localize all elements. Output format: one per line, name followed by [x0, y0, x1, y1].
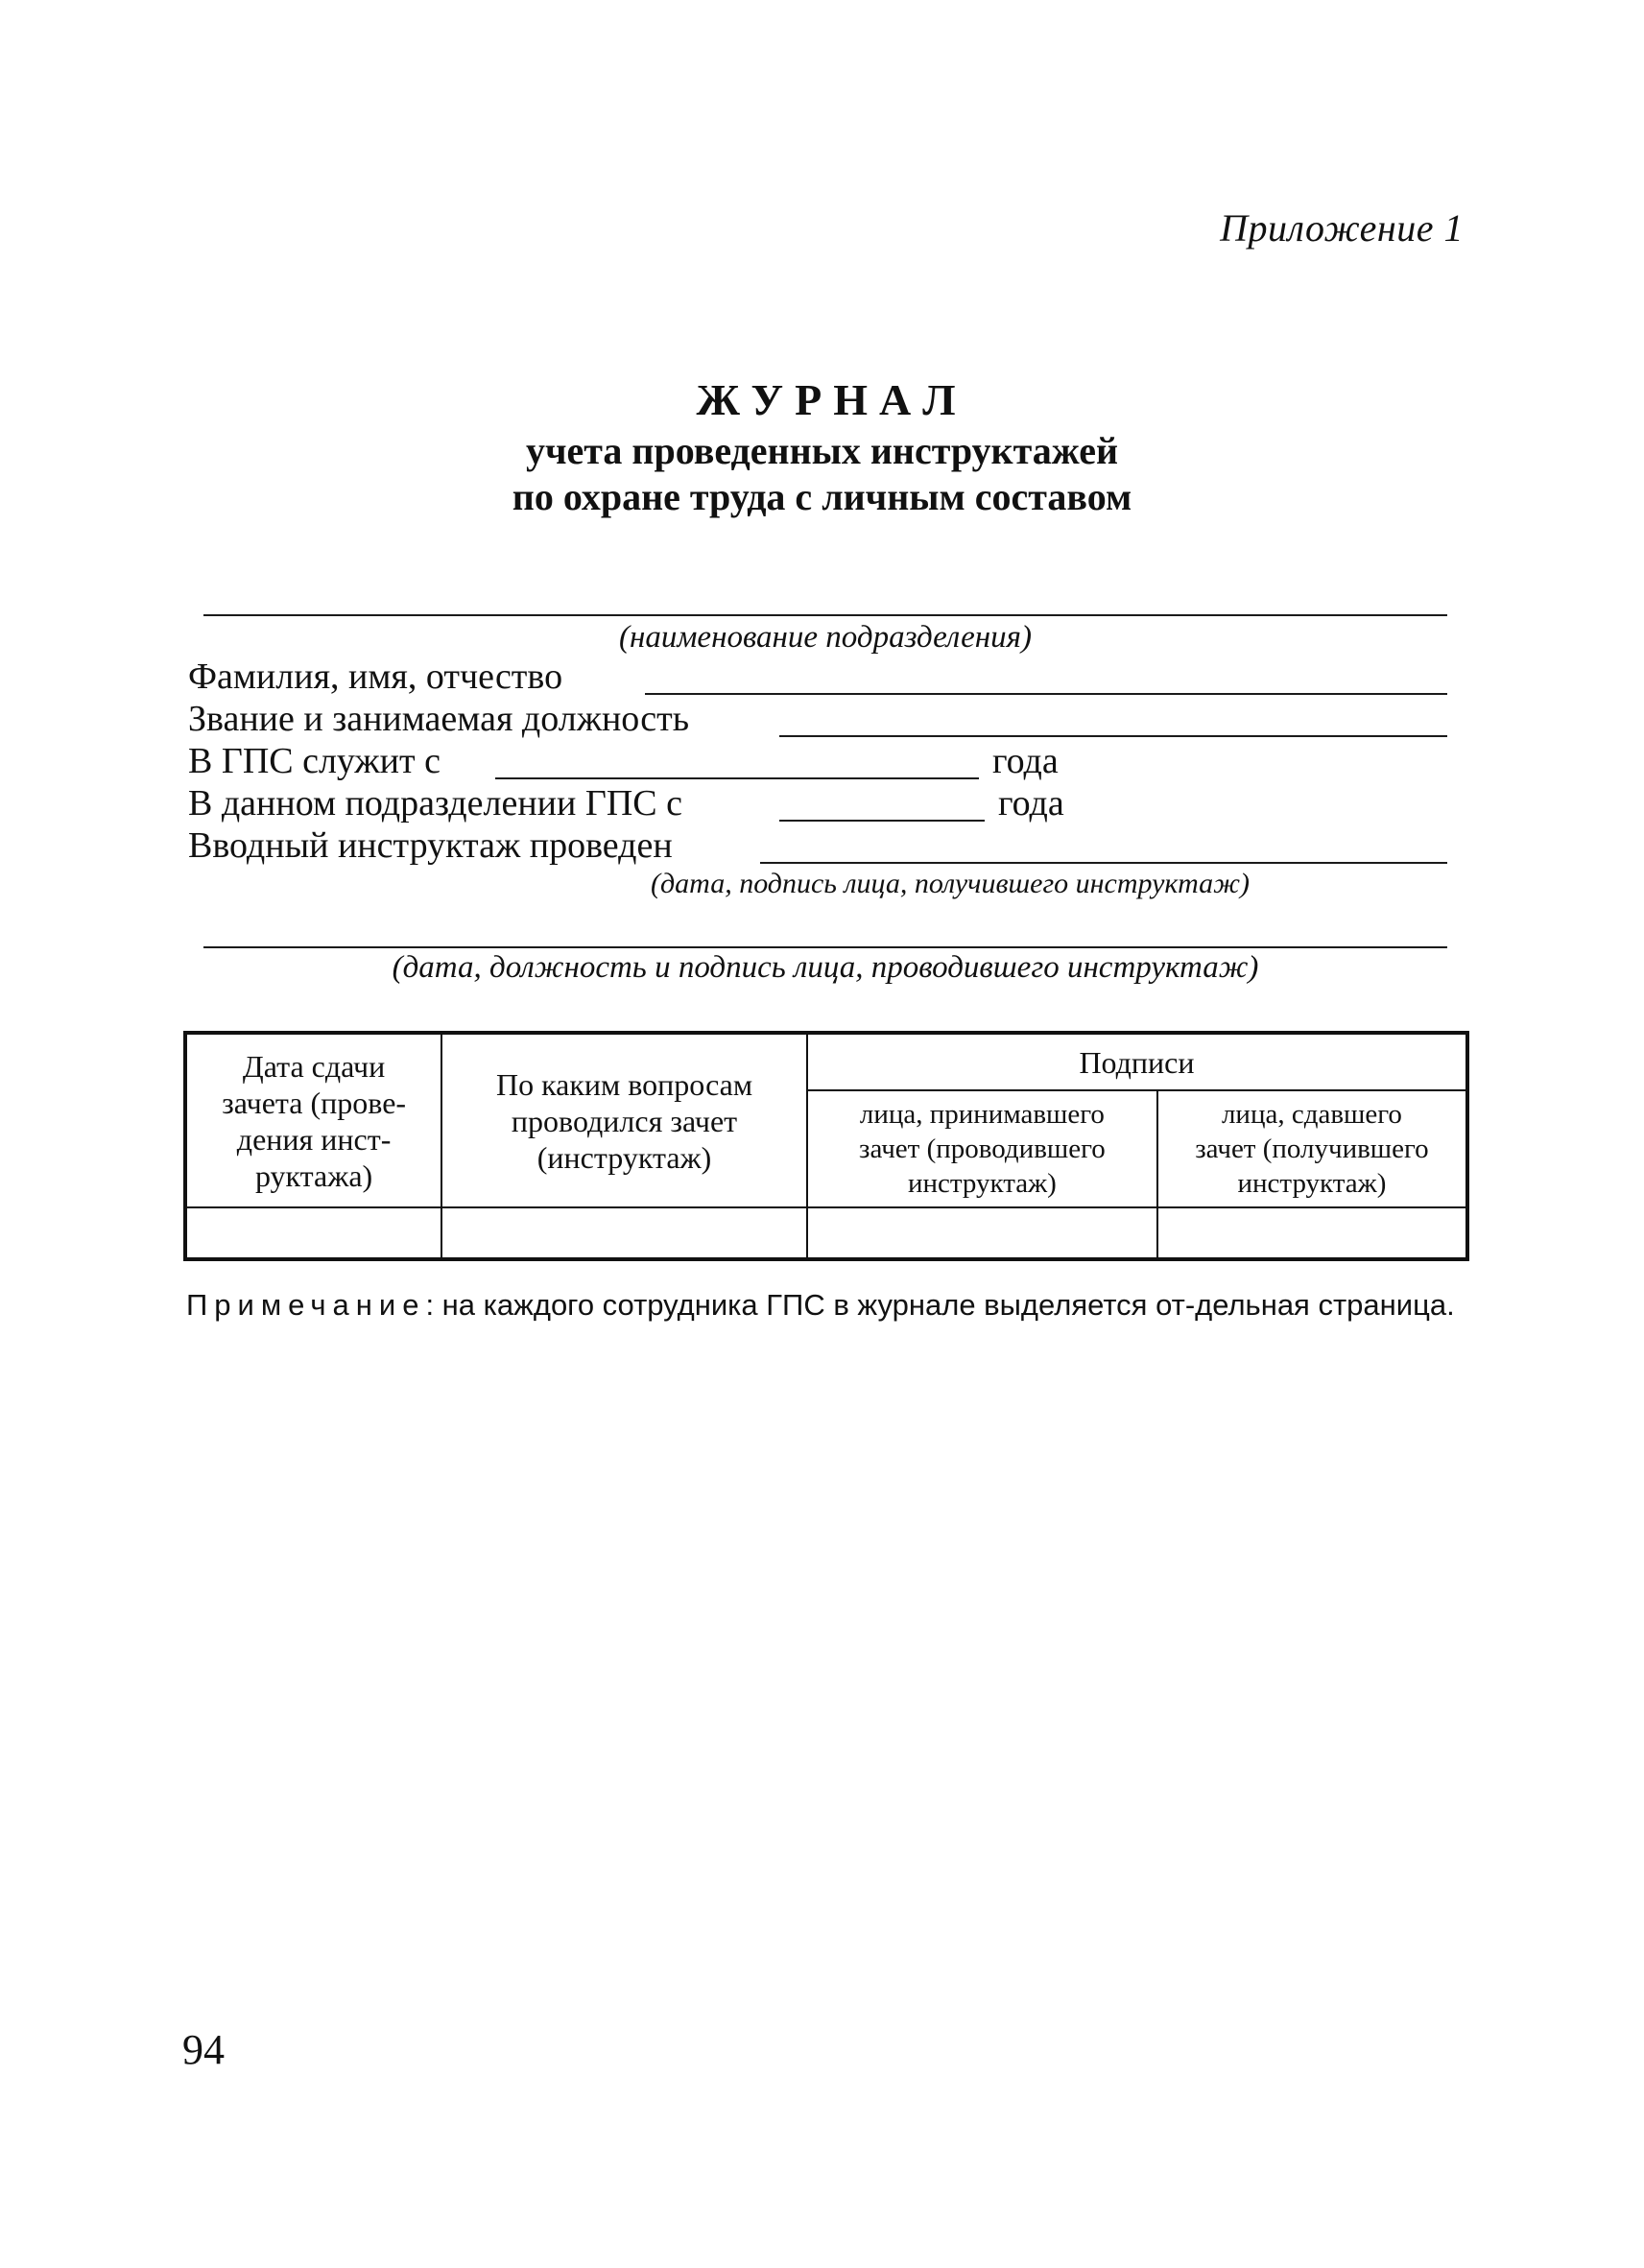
rank-label: Звание и занимаемая должность	[188, 699, 690, 739]
in-subdivision-label: В данном подразделении ГПС с	[188, 783, 682, 824]
note-label: Примечание	[186, 1288, 426, 1322]
subdivision-line[interactable]	[203, 614, 1447, 616]
header-questions: По каким вопросам проводился зачет (инструктаж)	[441, 1033, 807, 1207]
full-name-line[interactable]	[645, 693, 1447, 695]
rank-line[interactable]	[779, 735, 1447, 737]
cell-passing-signature[interactable]	[1157, 1207, 1467, 1259]
conducted-line[interactable]	[203, 946, 1447, 948]
conducted-caption: (дата, должность и подпись лица, проводившего инструктаж)	[392, 950, 1259, 985]
note-text: : на каждого сотрудника ГПС в журнале выделяется от-дельная страница.	[425, 1288, 1455, 1322]
in-subdivision-suffix: года	[998, 783, 1064, 824]
appendix-label: Приложение 1	[1220, 206, 1464, 250]
table-row	[185, 1207, 1467, 1259]
service-since-line[interactable]	[495, 777, 979, 779]
cell-date[interactable]	[185, 1207, 441, 1259]
cell-questions[interactable]	[441, 1207, 807, 1259]
journal-title	[0, 372, 1644, 520]
cell-accepting-signature[interactable]	[807, 1207, 1157, 1259]
title-main: ЖУРНАЛ	[696, 375, 967, 424]
title-line-1: учета проведенных инструктажей	[525, 429, 1119, 472]
title-line-2: по охране труда с личным составом	[512, 475, 1132, 518]
received-caption: (дата, подпись лица, получившего инструктаж)	[651, 868, 1250, 899]
subdivision-caption: (наименование подразделения)	[619, 620, 1032, 655]
instruction-log-table	[183, 1031, 1469, 1261]
header-accepting-person: лица, принимавшего зачет (проводившего инструктаж)	[807, 1090, 1157, 1207]
in-subdivision-line[interactable]	[779, 820, 985, 822]
full-name-label: Фамилия, имя, отчество	[188, 657, 563, 697]
induction-label: Вводный инструктаж проведен	[188, 825, 673, 866]
page-number: 94	[182, 2026, 225, 2073]
service-since-suffix: года	[992, 741, 1059, 781]
induction-line[interactable]	[760, 862, 1447, 864]
table-note	[186, 1284, 1463, 1326]
header-passing-person: лица, сдавшего зачет (получившего инструктаж)	[1157, 1090, 1467, 1207]
header-date: Дата сдачи зачета (прове- дения инст- руктажа)	[185, 1033, 441, 1207]
header-signatures: Подписи	[807, 1033, 1467, 1090]
service-since-label: В ГПС служит с	[188, 741, 441, 781]
